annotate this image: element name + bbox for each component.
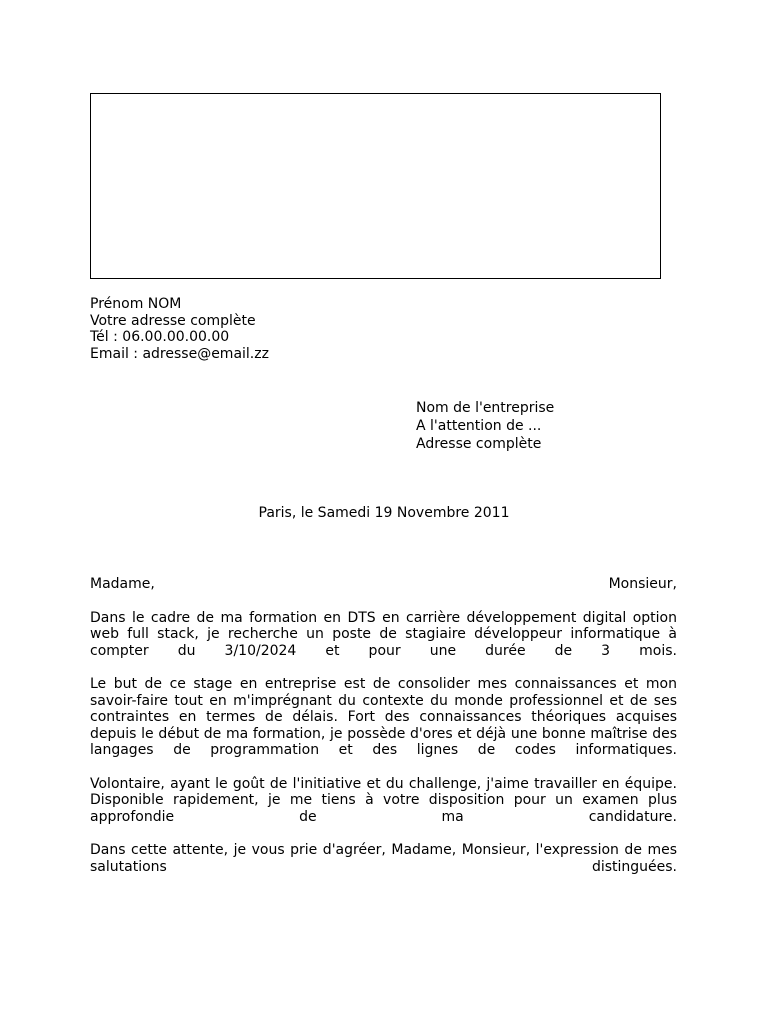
paragraph-goal: Le but de ce stage en entreprise est de consolider mes connaissances et mon savoir-faire tout en m'imprégnant du contexte du monde professionnel et de ses contraintes en termes de délais. Fort des connaissances théoriques acquises depuis le début de ma formation, je possède d'ores et déjà une bonne maîtrise des langages de programmation et des lignes de codes informatiques. (90, 676, 677, 758)
recipient-address: Adresse complète (416, 436, 542, 452)
recipient-attention: A l'attention de ... (416, 418, 542, 434)
paragraph-intro: Dans le cadre de ma formation en DTS en carrière développement digital option web full stack, je recherche un poste de stagiaire développeur informatique à compter du 3/10/2024 et pour une durée de 3 mois. (90, 609, 677, 659)
paragraph-closing: Dans cette attente, je vous prie d'agréer, Madame, Monsieur, l'expression de mes salutations distinguées. (90, 842, 677, 875)
sender-name: Prénom NOM (90, 296, 182, 312)
date-line: Paris, le Samedi 19 Novembre 2011 (258, 505, 510, 521)
sender-email: Email : adresse@email.zz (90, 345, 269, 362)
salutation (90, 576, 677, 593)
letter-body (90, 576, 677, 892)
salutation-left: Madame, (90, 576, 155, 592)
sender-phone: Tél : 06.00.00.00.00 (90, 329, 230, 345)
recipient-company: Nom de l'entreprise (416, 400, 555, 416)
header-image-box (90, 93, 661, 279)
salutation-right: Monsieur, (608, 576, 677, 592)
paragraph-motivation: Volontaire, ayant le goût de l'initiative et du challenge, j'aime travailler en équipe. Disponible rapidement, je me tiens à votre disposition pour un examen plus approfondie de ma candidature. (90, 775, 677, 825)
recipient-block (416, 399, 554, 453)
sender-block (90, 296, 269, 362)
sender-address: Votre adresse complète (90, 312, 256, 329)
